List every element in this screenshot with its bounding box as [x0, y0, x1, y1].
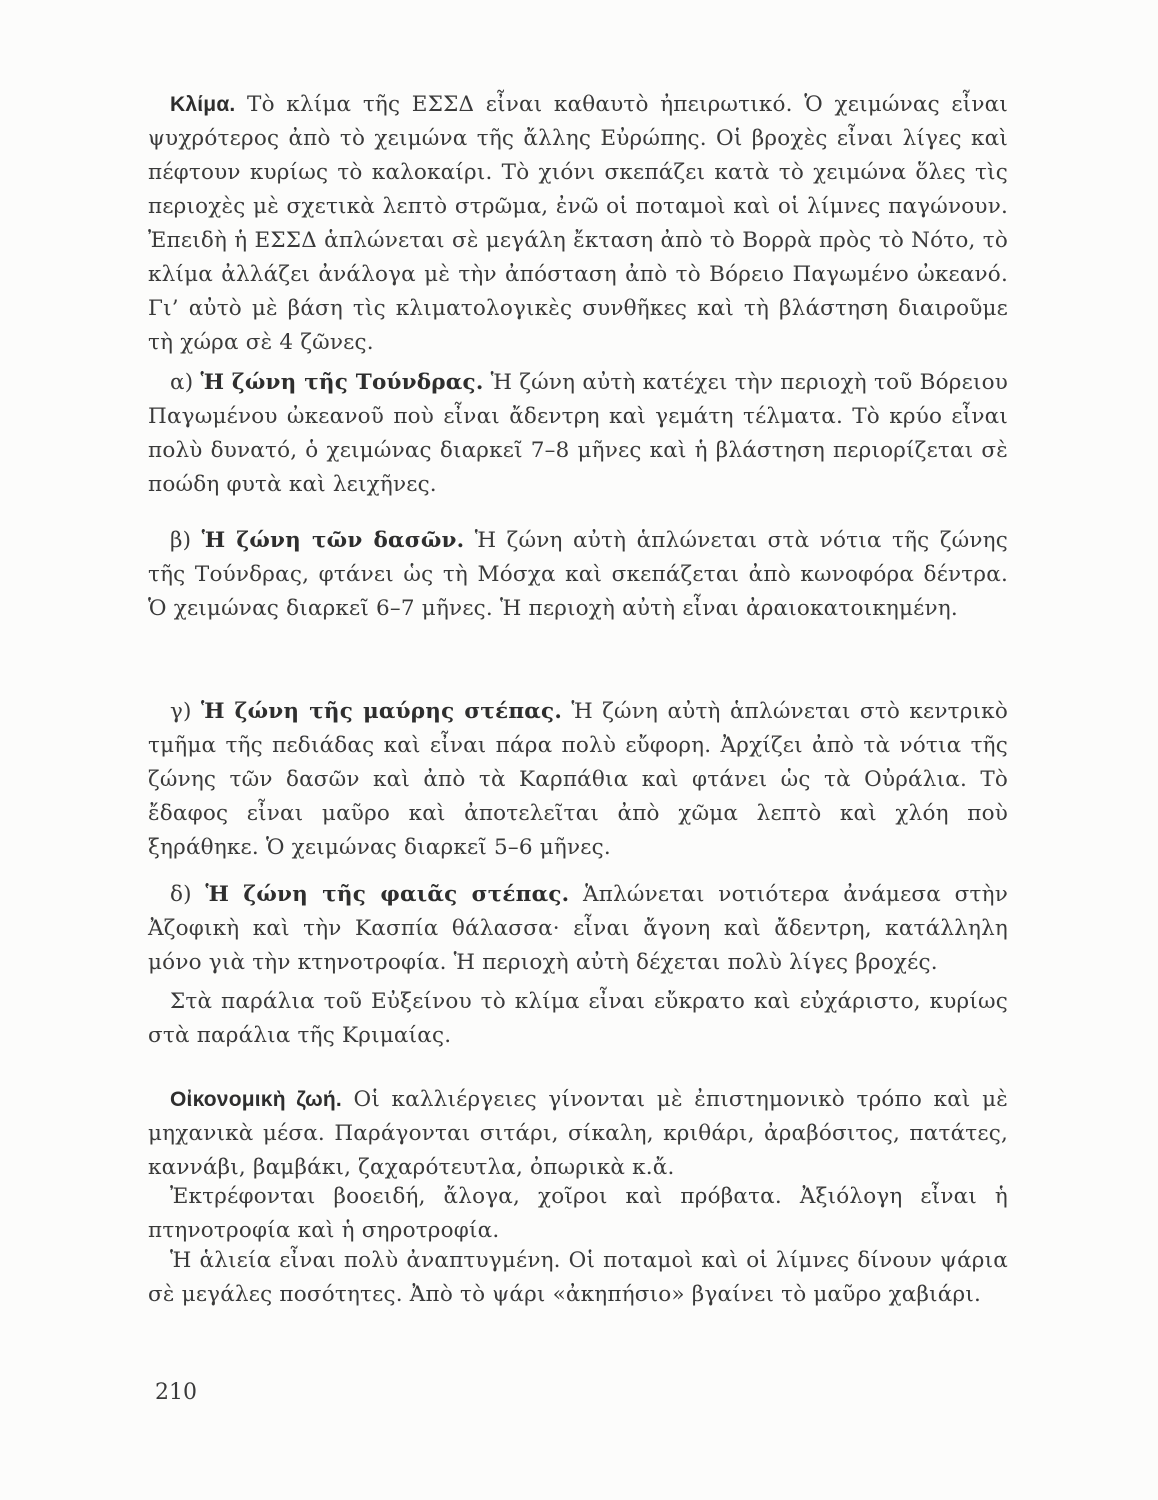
black-sea-paragraph — [148, 985, 1008, 1053]
zone-black-steppe-paragraph — [148, 695, 1008, 865]
zone-text: Ἡ ζώνη αὐτὴ ἁπλώνεται στὸ κεντρικὸ τμῆμα τῆς πεδιάδας καὶ εἶναι πάρα πολὺ εὔφορη. Ἀρχίζει ἀπὸ τὰ νότια τῆς ζώνης τῶν δασῶν καὶ ἀπὸ τὰ Καρπάθια καὶ φτάνει ὡς τὰ Οὐράλια. Τὸ ἔδαφος εἶναι μαῦρο καὶ ἀποτελεῖται ἀπὸ χῶμα λεπτὸ καὶ χλόη ποὺ ξηράθηκε. Ὁ χειμώνας διαρκεῖ 5–6 μῆνες. — [148, 699, 1008, 860]
zone-marker: δ) — [170, 882, 192, 907]
economy-text: Οἱ καλλιέργειες γίνονται μὲ ἐπιστημονικὸ τρόπο καὶ μὲ μηχανικὰ μέσα. Παράγονται σιτάρι, σίκαλη, κριθάρι, ἀραβόσιτος, πατάτες, καννάβι, βαμβάκι, ζαχαρότευτλα, ὀπωρικὰ κ.ἄ. — [148, 1087, 1008, 1180]
zone-forest-paragraph — [148, 524, 1008, 626]
black-sea-text: Στὰ παράλια τοῦ Εὐξείνου τὸ κλίμα εἶναι εὔκρατο καὶ εὐχάριστο, κυρίως στὰ παράλια τῆς Κριμαίας. — [148, 989, 1008, 1048]
livestock-paragraph — [148, 1180, 1008, 1248]
climate-paragraph — [148, 88, 1008, 360]
zone-heading: Ἡ ζώνη τῆς φαιᾶς στέπας. — [205, 882, 570, 907]
fishing-text: Ἡ ἁλιεία εἶναι πολὺ ἀναπτυγμένη. Οἱ ποταμοὶ καὶ οἱ λίμνες δίνουν ψάρια σὲ μεγάλες ποσότητες. Ἀπὸ τὸ ψάρι «ἀκηπήσιο» βγαίνει τὸ μαῦρο χαβιάρι. — [148, 1248, 1008, 1307]
zone-marker: γ) — [170, 699, 192, 724]
zone-text: Ἡ ζώνη αὐτὴ κατέχει τὴν περιοχὴ τοῦ Βόρειου Παγωμένου ὠκεανοῦ ποὺ εἶναι ἄδεντρη καὶ γεμάτη τέλματα. Τὸ κρύο εἶναι πολὺ δυνατό, ὁ χειμώνας διαρκεῖ 7–8 μῆνες καὶ ἡ βλάστηση περιορίζεται σὲ ποώδη φυτὰ καὶ λειχῆνες. — [148, 370, 1008, 497]
page-number: 210 — [155, 1380, 197, 1405]
zone-tundra-paragraph — [148, 366, 1008, 502]
economy-heading: Οἰκονομικὴ ζωή. — [170, 1088, 342, 1111]
zone-heading: Ἡ ζώνη τῶν δασῶν. — [201, 528, 465, 553]
zone-text: Ἁπλώνεται νοτιότερα ἀνάμεσα στὴν Ἀζοφικὴ καὶ τὴν Κασπία θάλασσα· εἶναι ἄγονη καὶ ἄδεντρη, κατάλληλη μόνο γιὰ τὴν κτηνοτροφία. Ἡ περιοχὴ αὐτὴ δέχεται πολὺ λίγες βροχές. — [148, 882, 1008, 975]
zone-heading: Ἡ ζώνη τῆς Τούνδρας. — [200, 370, 484, 395]
zone-grey-steppe-paragraph — [148, 878, 1008, 980]
climate-text: Τὸ κλίμα τῆς ΕΣΣΔ εἶναι καθαυτὸ ἠπειρωτικό. Ὁ χειμώνας εἶναι ψυχρότερος ἀπὸ τὸ χειμώνα τῆς ἄλλης Εὐρώπης. Οἱ βροχὲς εἶναι λίγες καὶ πέφτουν κυρίως τὸ καλοκαίρι. Τὸ χιόνι σκεπάζει κατὰ τὸ χειμώνα ὅλες τὶς περιοχὲς μὲ σχετικὰ λεπτὸ στρῶμα, ἐνῶ οἱ ποταμοὶ καὶ οἱ λίμνες παγώνουν. Ἐπειδὴ ἡ ΕΣΣΔ ἁπλώνεται σὲ μεγάλη ἔκταση ἀπὸ τὸ Βορρὰ πρὸς τὸ Νότο, τὸ κλίμα ἀλλάζει ἀνάλογα μὲ τὴν ἀπόσταση ἀπὸ τὸ Βόρειο Παγωμένο ὠκεανό. Γι’ αὐτὸ μὲ βάση τὶς κλιματολογικὲς συνθῆκες καὶ τὴ βλάστηση διαιροῦμε τὴ χώρα σὲ 4 ζῶνες. — [148, 92, 1008, 355]
fishing-paragraph — [148, 1244, 1008, 1312]
economy-paragraph — [148, 1083, 1008, 1185]
zone-heading: Ἡ ζώνη τῆς μαύρης στέπας. — [200, 699, 563, 724]
zone-marker: α) — [170, 370, 194, 395]
climate-heading: Κλίμα. — [170, 93, 236, 116]
zone-marker: β) — [170, 528, 192, 553]
zone-text: Ἡ ζώνη αὐτὴ ἁπλώνεται στὰ νότια τῆς ζώνης τῆς Τούνδρας, φτάνει ὡς τὴ Μόσχα καὶ σκεπάζεται ἀπὸ κωνοφόρα δέντρα. Ὁ χειμώνας διαρκεῖ 6–7 μῆνες. Ἡ περιοχὴ αὐτὴ εἶναι ἀραιοκατοικημένη. — [148, 528, 1008, 621]
livestock-text: Ἐκτρέφονται βοοειδή, ἄλογα, χοῖροι καὶ πρόβατα. Ἀξιόλογη εἶναι ἡ πτηνοτροφία καὶ ἡ σηροτροφία. — [148, 1184, 1008, 1243]
